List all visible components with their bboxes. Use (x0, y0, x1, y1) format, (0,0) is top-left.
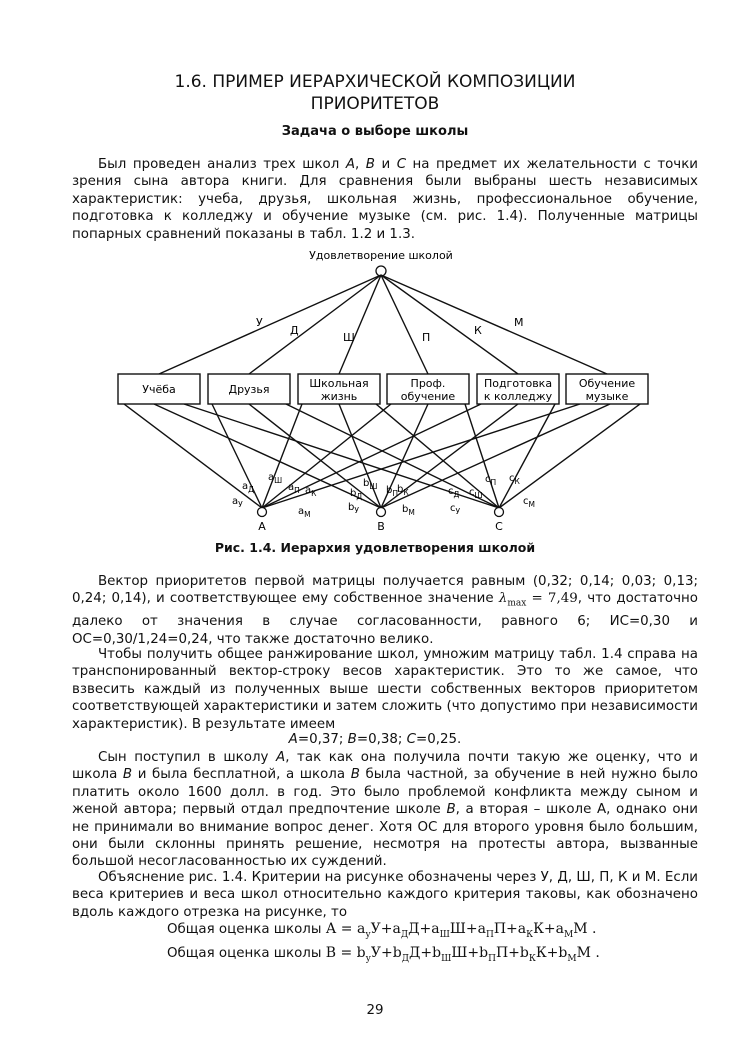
intro-run: и (374, 157, 397, 172)
criteria-boxes (118, 374, 648, 404)
weight-letter: c (469, 487, 475, 498)
ranking-paragraph: Чтобы получить общее ранжирование школ, умножим матрицу табл. 1.4 справа на транспонированный вектор-строку весов характеристик. Это то же самое, что взвесить каждый из полученных выше шести собственных векторов приоритетом соответствующей характеристики и затем сложить (что допустимо при независимости характеристик). В результате имеем (72, 647, 698, 732)
formula-subscript: К (526, 929, 534, 940)
formula-b-label: Общая оценка школы (167, 946, 322, 961)
formula-term: У+a (370, 921, 401, 937)
alternative-label: С (495, 520, 503, 533)
weight-letter: a (298, 506, 305, 517)
goal-edge (159, 275, 381, 374)
criterion-label: Подготовка (483, 377, 553, 390)
figure-caption: Рис. 1.4. Иерархия удовлетворения школой (214, 540, 536, 555)
alternative-node (258, 508, 267, 517)
weight-label (509, 473, 521, 486)
section-title-line1: 1.6. ПРИМЕР ИЕРАРХИЧЕСКОЙ КОМПОЗИЦИИ (174, 72, 576, 92)
intro-run: С (396, 157, 407, 172)
formula-subscript: Ш (439, 929, 450, 940)
goal-edge (339, 275, 381, 374)
lambda-value: = 7,49 (526, 591, 578, 607)
p-son-run: и была бесплатной, а школа (132, 767, 351, 783)
formula-term: В = b (325, 945, 366, 961)
weight-letter: a (268, 472, 275, 483)
edge-label: Д (290, 324, 299, 337)
goal-edge (381, 275, 607, 374)
weight-subscript: Д (453, 490, 460, 499)
edge-label: Ш (343, 331, 355, 344)
weight-subscript: К (311, 489, 317, 498)
intro-run: А (345, 157, 355, 172)
weight-letter: c (448, 486, 454, 497)
alternative-edge (499, 404, 555, 508)
formula-subscript: К (528, 953, 536, 964)
weight-subscript: К (514, 477, 520, 486)
result-run: =0,25. (416, 732, 462, 747)
result-run: =0,38; (356, 732, 407, 747)
goal-edge (381, 275, 518, 374)
weight-label (242, 481, 254, 494)
result-line (0, 732, 750, 747)
edge-label: М (514, 316, 524, 329)
edge-label: П (422, 331, 431, 344)
criterion-label: к колледжу (483, 390, 553, 403)
weight-subscript: П (490, 478, 497, 487)
criterion-label: обучение (400, 390, 456, 403)
weight-label (523, 496, 535, 509)
criterion-label: Проф. (410, 377, 446, 390)
formula-term: П+b (495, 945, 529, 961)
formula-subscript: М (567, 953, 577, 964)
formula-a-label: Общая оценка школы (167, 922, 322, 937)
criterion-label: жизнь (320, 390, 358, 403)
formula-term: Д+b (409, 945, 442, 961)
alternative-node (495, 508, 504, 517)
formula-term: К+a (533, 921, 564, 937)
intro-run: Был проведен анализ трех школ (98, 157, 346, 172)
page-number: 29 (366, 1003, 384, 1018)
weight-subscript: Д (248, 485, 254, 494)
vector-text-b: , что достаточно далеко от значения в случае согласованности, равного 6; ИС=0,30 и ОС=0,30/1,24=0,24, что также достаточно велико. (72, 591, 698, 647)
formula-subscript: Д (400, 929, 409, 940)
weight-subscript: П (294, 486, 300, 495)
formula-b (167, 945, 600, 964)
weight-subscript: Ш (474, 491, 483, 500)
intro-paragraph (72, 156, 698, 243)
weight-subscript: Д (356, 492, 363, 501)
formula-term: П+a (493, 921, 527, 937)
criterion-label: музыке (585, 390, 629, 403)
edge-label: У (256, 316, 263, 329)
weight-letter: a (242, 481, 249, 492)
alternative-edge (212, 404, 262, 508)
alternative-edge (499, 404, 640, 508)
goal-label: Удовлетворение школой (309, 249, 453, 262)
alternative-edge (381, 404, 610, 508)
formula-subscript: у (365, 929, 371, 940)
formula-term: Д+a (408, 921, 440, 937)
intro-run: В (365, 157, 375, 172)
weight-letter: c (485, 474, 491, 485)
weight-letter: b (348, 502, 355, 513)
formula-subscript: Д (401, 953, 410, 964)
formula-a-expression (325, 921, 597, 940)
weight-subscript: У (455, 507, 461, 516)
lambda-max (498, 591, 578, 610)
weight-letter: a (232, 496, 239, 507)
explanation-paragraph: Объяснение рис. 1.4. Критерии на рисунке обозначены через У, Д, Ш, П, К и М. Если веса критериев и веса школ относительно каждого критерия таковы, как обозначено вдоль каждого отрезка на рисунке, то (72, 870, 698, 920)
formula-subscript: Ш (441, 953, 452, 964)
p-son-run: В (446, 802, 456, 818)
formula-subscript: П (485, 929, 494, 940)
weight-label (232, 496, 243, 509)
formula-b-expression (325, 945, 600, 964)
subtitle: Задача о выборе школы (281, 124, 469, 139)
section-title-line2: ПРИОРИТЕТОВ (310, 94, 440, 114)
weight-label (485, 474, 496, 487)
lambda-subscript: max (507, 599, 527, 610)
p-son-run: В (350, 767, 360, 783)
weight-subscript: У (354, 506, 359, 515)
weight-subscript: Ш (274, 476, 283, 485)
weight-letter: b (363, 478, 370, 489)
weight-label (450, 503, 461, 516)
weight-letter: c (523, 496, 529, 507)
weight-letter: a (288, 482, 295, 493)
weight-letter: b (397, 484, 404, 495)
formula-a (167, 921, 596, 940)
criterion-label: Друзья (228, 383, 270, 396)
weight-subscript: К (403, 488, 409, 497)
result-run: В (347, 732, 357, 747)
formula-term: К+b (535, 945, 568, 961)
result-run: =0,37; (297, 732, 348, 747)
weight-label (305, 485, 317, 498)
formula-subscript: у (365, 953, 371, 964)
p-son-run: Сын поступил в школу (98, 750, 277, 765)
weight-label (350, 488, 362, 501)
weight-letter: c (509, 473, 515, 484)
formula-term: Ш+a (449, 921, 486, 937)
p-son-run: В (122, 767, 133, 783)
formula-term: М . (576, 945, 600, 961)
intro-run: на предмет их желательности с точки зрения сына автора книги. Для сравнения были выбраны шесть независимых характеристик: учеба, друзья, школьная жизнь, профессиональное обучение, подготовка к колледжу и обучение музыке (см. рис. 1.4). Полученные матрицы попарных сравнений показаны в табл. 1.2 и 1.3. (72, 157, 699, 242)
p-son-run: , а вторая – школе А, однако они не принимали во внимание вопрос денег. Хотя ОС для второго уровня было большим, они были склонны принять решение, несмотря на протесты автора, вызванные большой несогласованностью их суждений. (72, 802, 698, 870)
formula-subscript: П (488, 953, 496, 964)
goal-edge (381, 275, 431, 374)
alternative-label: А (258, 520, 266, 533)
result-run: С (406, 732, 417, 747)
result-run: А (288, 732, 298, 747)
vector-text-a: Вектор приоритетов первой матрицы получается равным (0,32; 0,14; 0,03; 0,13; 0,24; 0,14), и соответствующее ему собственное значение (72, 574, 698, 607)
weight-label (288, 482, 300, 495)
weight-letter: b (350, 488, 357, 499)
formula-term: М . (573, 921, 597, 937)
formula-term: У+b (370, 945, 402, 961)
weight-letter: b (386, 485, 393, 496)
weight-letter: a (305, 485, 312, 496)
weight-subscript: М (408, 508, 415, 517)
weight-subscript: Ш (369, 482, 378, 491)
alternative-edges (124, 404, 640, 508)
weight-letter: c (450, 503, 456, 514)
formula-term: Ш+b (451, 945, 489, 961)
alternative-label: В (377, 520, 385, 533)
p-son-run: была частной, за обучение в ней нужно было платить около 1600 долл. в год. Это было проблемой конфликта между сыном и женой автора; первый отдал предпочтение школе (72, 767, 698, 818)
criterion-label: Обучение (578, 377, 636, 390)
alternative-edge (124, 404, 262, 508)
p-son-run: , так как она получила почти такую же оценку, что и школа (72, 750, 698, 783)
weight-subscript: М (528, 500, 535, 509)
weight-subscript: П (392, 489, 398, 498)
lambda-symbol: λ (498, 591, 508, 607)
hierarchy-diagram (0, 244, 750, 544)
criterion-label: Школьная (309, 377, 369, 390)
goal-node (376, 266, 386, 276)
weight-label (402, 504, 415, 517)
weight-letter: b (402, 504, 409, 515)
weight-label (348, 502, 359, 515)
goal-edges (159, 275, 607, 374)
formula-term: А = a (325, 921, 366, 937)
decision-paragraph (72, 749, 698, 871)
alternatives (258, 508, 504, 534)
formula-subscript: М (564, 929, 574, 940)
weight-subscript: У (238, 500, 243, 509)
weight-subscript: М (304, 510, 311, 519)
intro-run: , (354, 157, 366, 172)
weight-label (298, 506, 311, 519)
vector-paragraph (72, 573, 698, 648)
alternative-node (377, 508, 386, 517)
edge-label: К (474, 324, 482, 337)
p-son-run: А (276, 750, 286, 765)
criterion-label: Учёба (142, 383, 176, 396)
